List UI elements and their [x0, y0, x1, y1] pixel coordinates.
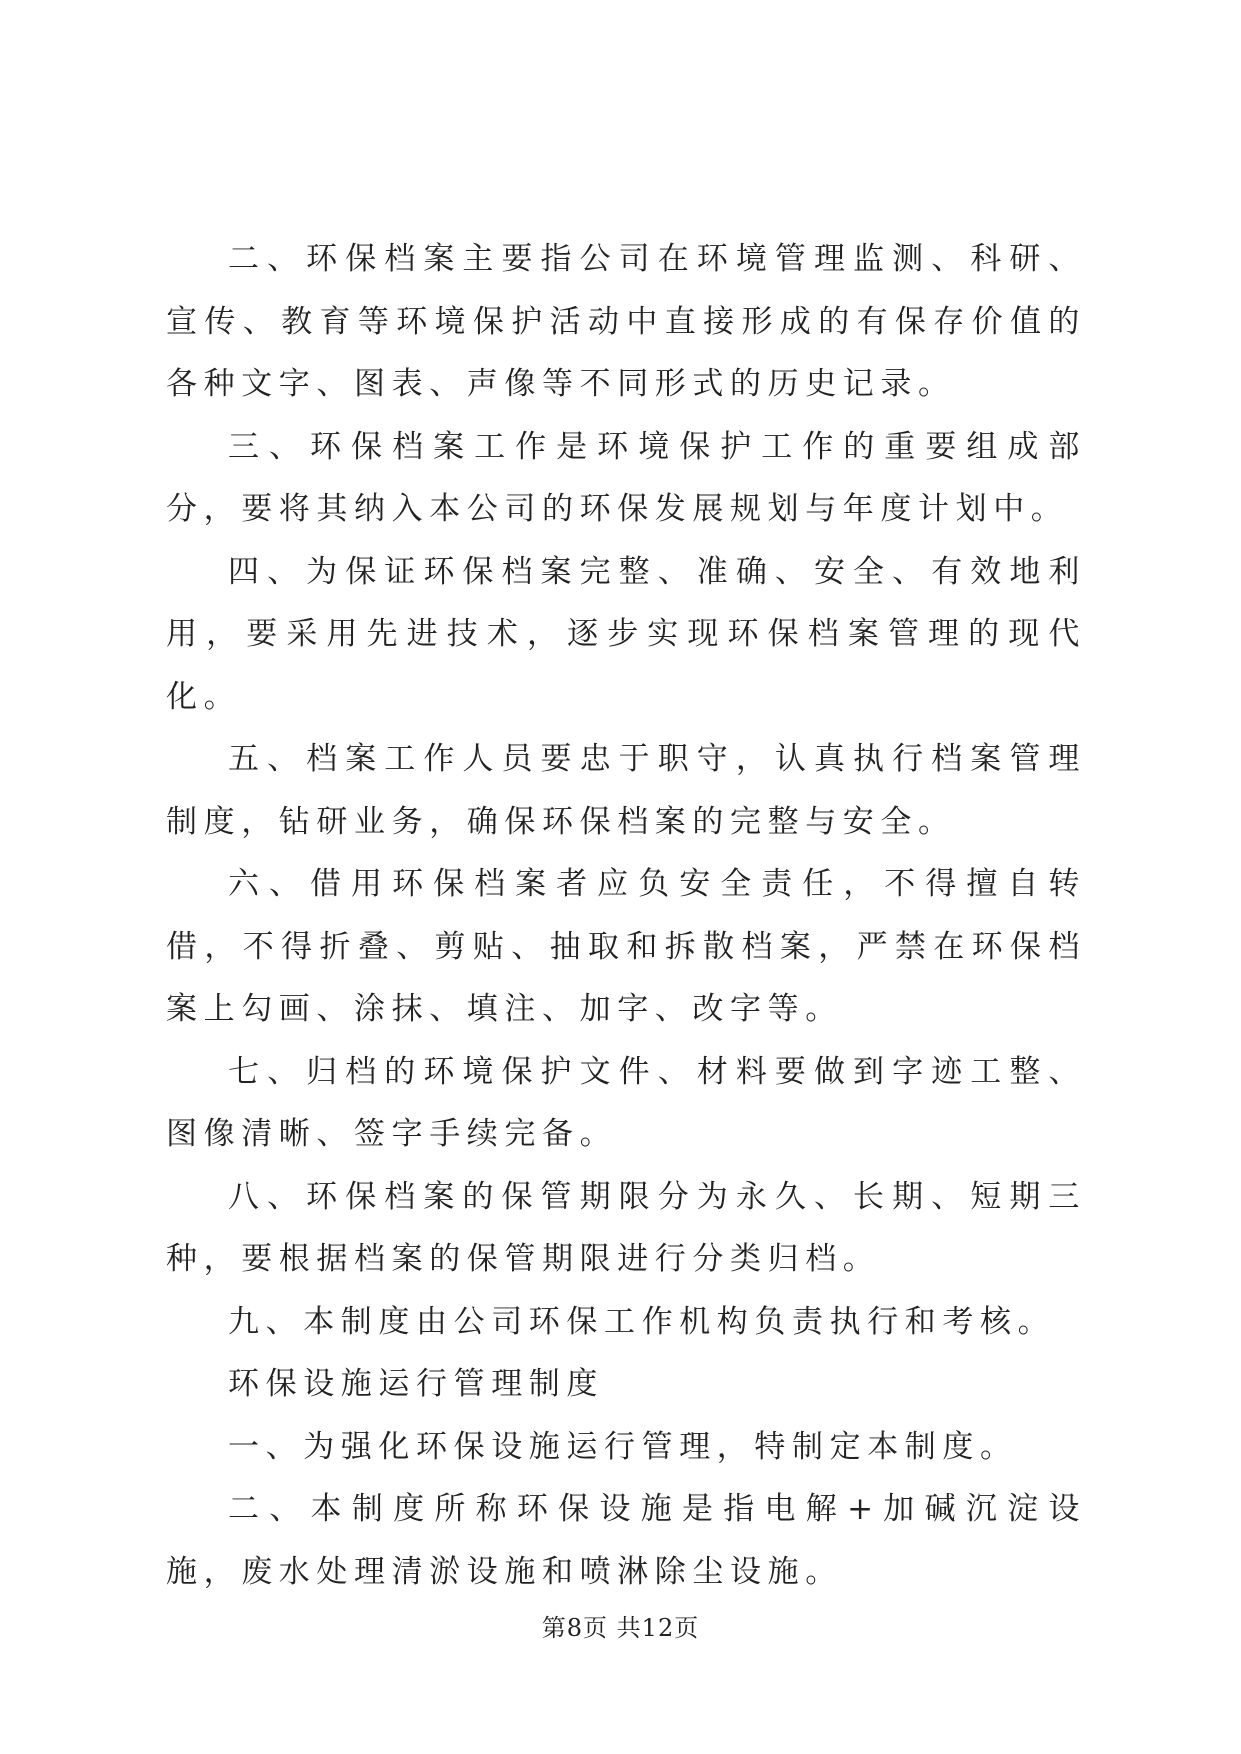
paragraph-enforcement: 九、本制度由公司环保工作机构负责执行和考核。: [228, 1303, 1056, 1340]
paragraph-facility-scope: 二、本制度所称环保设施是指电解+加碱沉淀设施，废水处理清淤设施和喷淋除尘设施。: [166, 1491, 1086, 1590]
paragraph-archive-importance: 三、环保档案工作是环境保护工作的重要组成部分，要将其纳入本公司的环保发展规划与年度计划中。: [166, 428, 1086, 527]
document-body: [166, 228, 1086, 1603]
paragraph-borrowing-rules: 六、借用环保档案者应负安全责任，不得擅自转借，不得折叠、剪贴、抽取和拆散档案，严禁在环保档案上勾画、涂抹、填注、加字、改字等。: [166, 866, 1086, 1027]
page-number-footer: 第8页 共12页: [541, 1614, 700, 1642]
paragraph-archive-definition: 二、环保档案主要指公司在环境管理监测、科研、宣传、教育等环境保护活动中直接形成的有保存价值的各种文字、图表、声像等不同形式的历史记录。: [166, 241, 1086, 402]
section-heading-facility-management: 环保设施运行管理制度: [228, 1366, 604, 1402]
paragraph-filing-requirements: 七、归档的环境保护文件、材料要做到字迹工整、图像清晰、签字手续完备。: [166, 1053, 1086, 1152]
paragraph-staff-duty: 五、档案工作人员要忠于职守，认真执行档案管理制度，钻研业务，确保环保档案的完整与安全。: [166, 741, 1086, 840]
paragraph-retention-period: 八、环保档案的保管期限分为永久、长期、短期三种，要根据档案的保管期限进行分类归档。: [166, 1178, 1086, 1277]
paragraph-archive-modernization: 四、为保证环保档案完整、准确、安全、有效地利用，要采用先进技术，逐步实现环保档案管理的现代化。: [166, 553, 1086, 715]
paragraph-facility-purpose: 一、为强化环保设施运行管理，特制定本制度。: [228, 1428, 1018, 1465]
